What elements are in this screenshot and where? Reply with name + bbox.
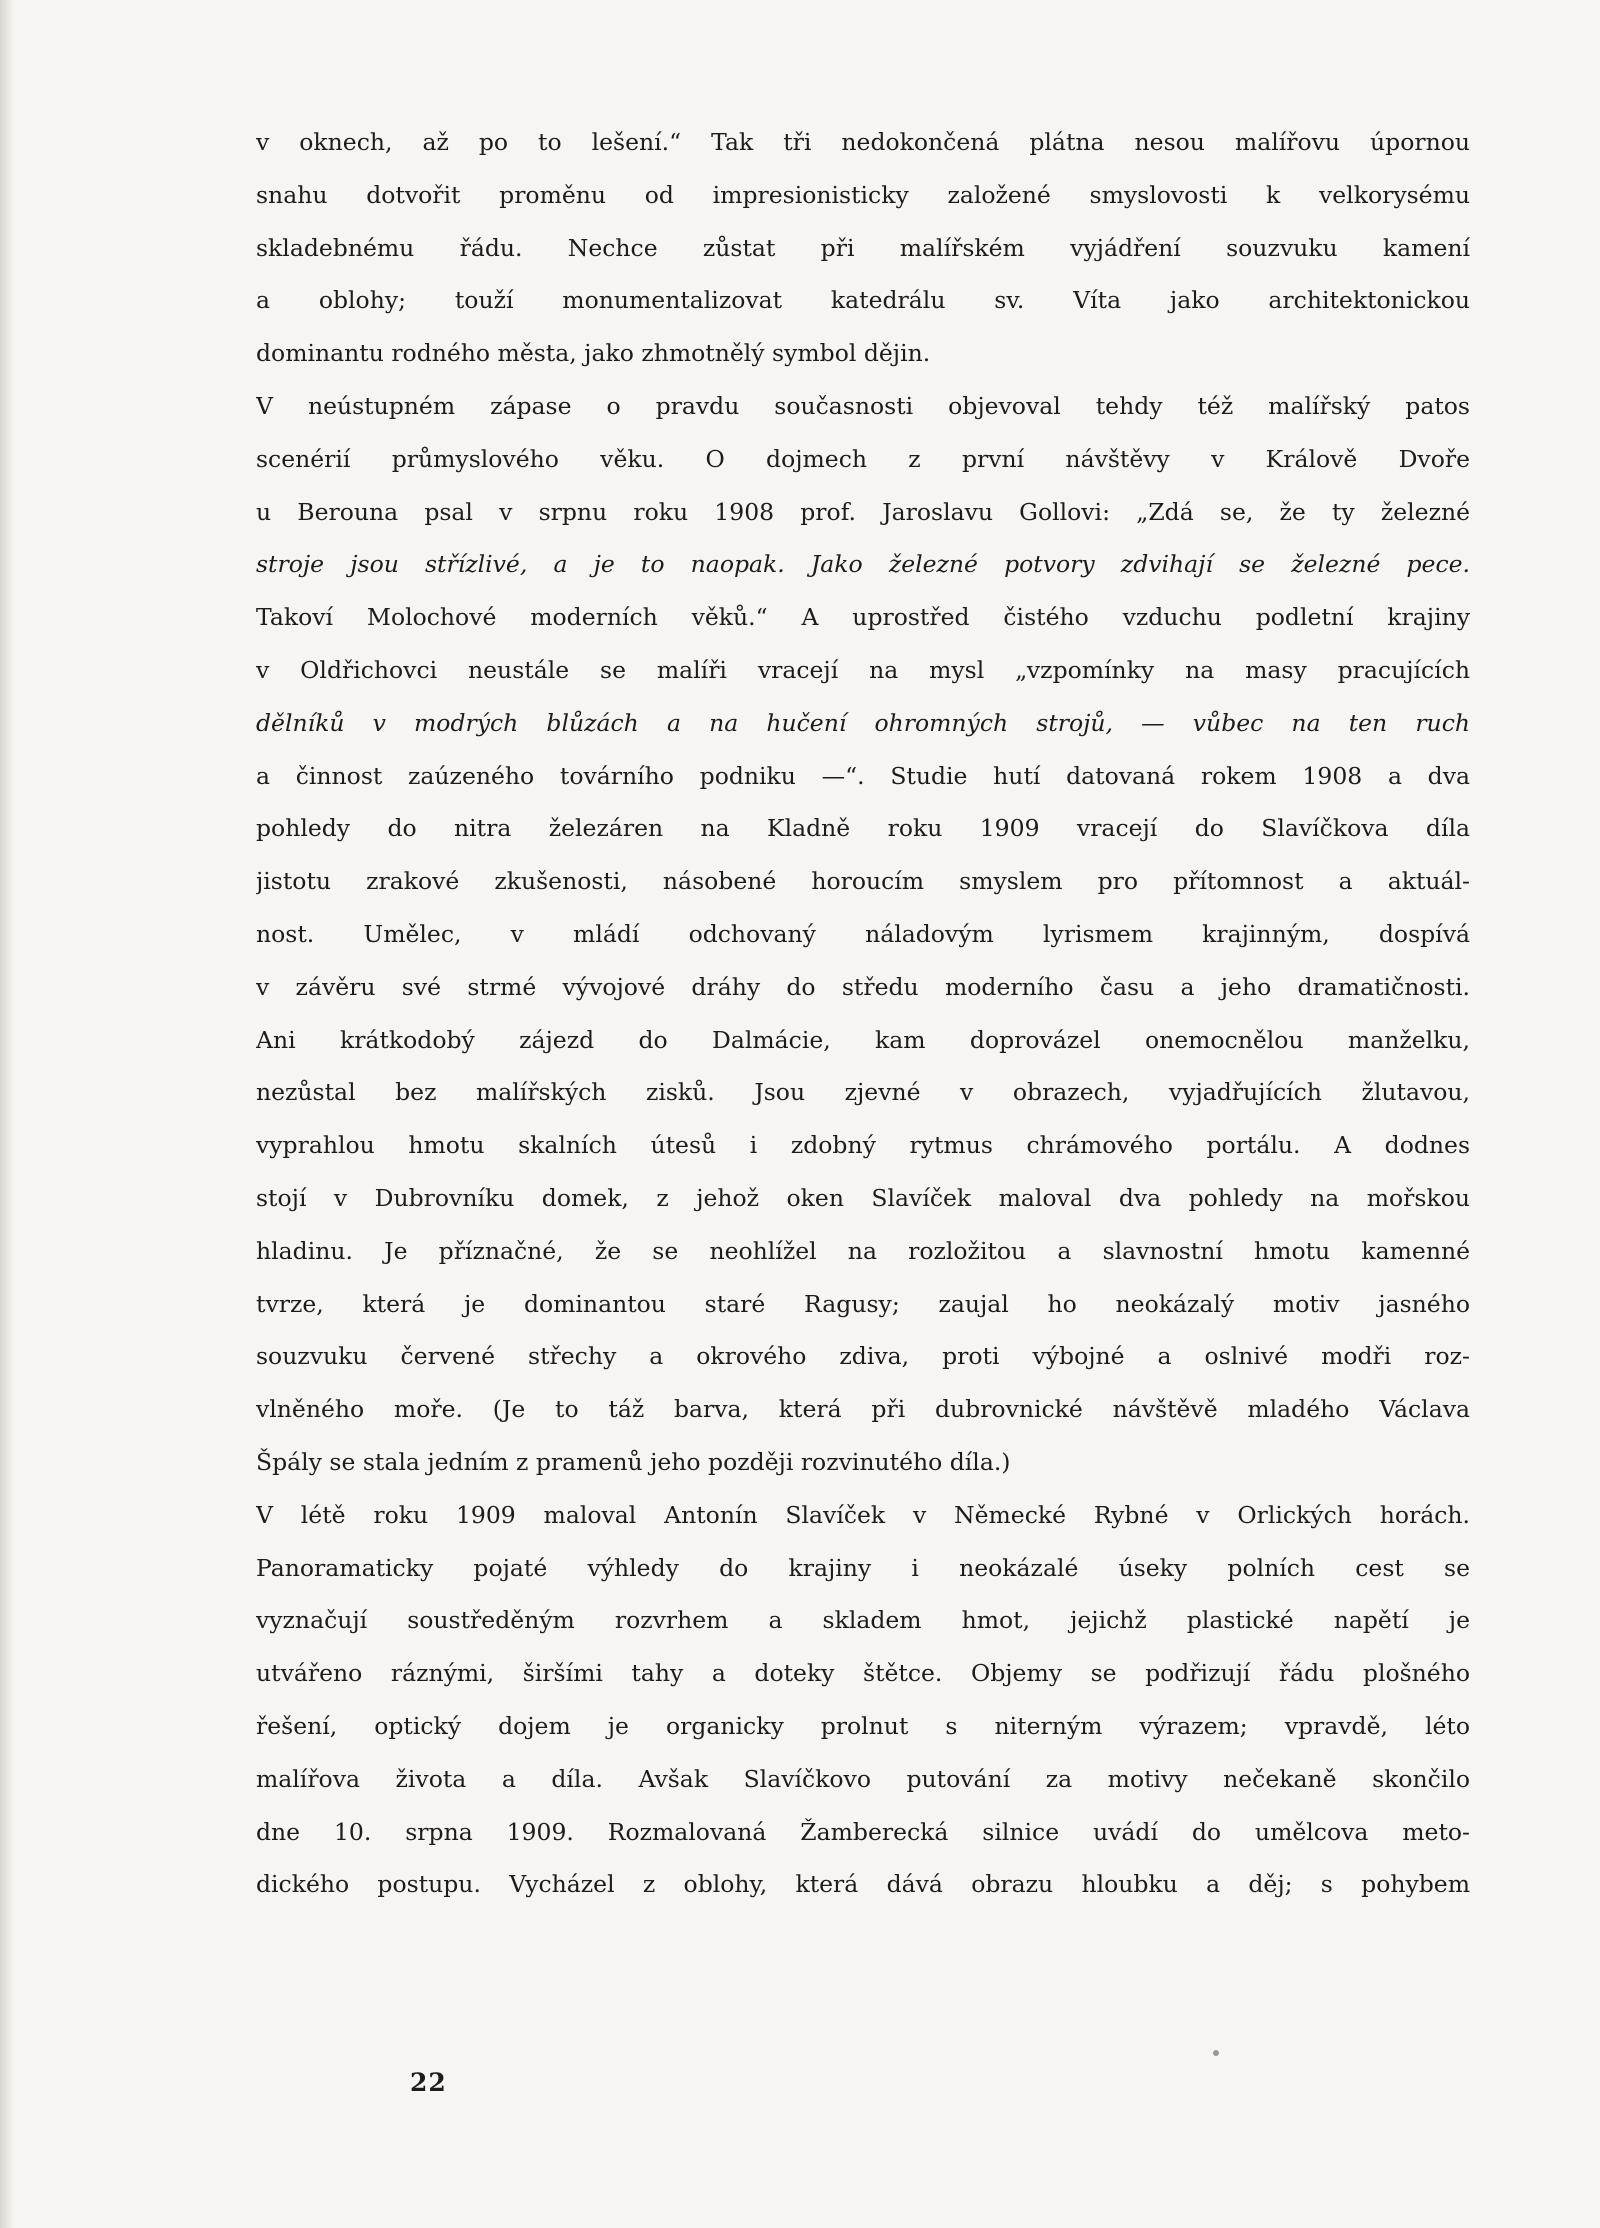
text-line: nezůstal bez malířských zisků. Jsou zjevné v obrazech, vyjadřujících žlutavou, bbox=[256, 1078, 1470, 1107]
text-line: u Berouna psal v srpnu roku 1908 prof. Jaroslavu Gollovi: „Zdá se, že ty železné bbox=[256, 497, 1470, 526]
text-line: pohledy do nitra železáren na Kladně roku 1909 vracejí do Slavíčkova díla bbox=[256, 814, 1470, 843]
text-line: dne 10. srpna 1909. Rozmalovaná Žamberecká silnice uvádí do umělcova meto- bbox=[256, 1817, 1470, 1846]
text-line: nost. Umělec, v mládí odchovaný náladovým lyrismem krajinným, dospívá bbox=[256, 919, 1470, 948]
text-line: souzvuku červené střechy a okrového zdiva, proti výbojné a oslnivé modři roz- bbox=[256, 1342, 1470, 1371]
text-line: v Oldřichovci neustále se malíři vracejí na mysl „vzpomínky na masy pracujících bbox=[256, 655, 1470, 684]
text-line: malířova života a díla. Avšak Slavíčkovo putování za motivy nečekaně skončilo bbox=[256, 1764, 1470, 1793]
text-line: Panoramaticky pojaté výhledy do krajiny i neokázalé úseky polních cest se bbox=[256, 1553, 1470, 1582]
text-line: a oblohy; touží monumentalizovat katedrálu sv. Víta jako architektonickou bbox=[256, 286, 1470, 315]
text-line: a činnost zaúzeného továrního podniku —“. Studie hutí datovaná rokem 1908 a dva bbox=[256, 761, 1470, 790]
text-line: utvářeno ráznými, širšími tahy a doteky štětce. Objemy se podřizují řádu plošného bbox=[256, 1659, 1470, 1688]
text-line: snahu dotvořit proměnu od impresionisticky založené smyslovosti k velkorysému bbox=[256, 180, 1470, 209]
text-line: scenérií průmyslového věku. O dojmech z první návštěvy v Králově Dvoře bbox=[256, 444, 1470, 473]
text-line: hladinu. Je příznačné, že se neohlížel na rozložitou a slavnostní hmotu kamenné bbox=[256, 1236, 1470, 1265]
text-line: vyprahlou hmotu skalních útesů i zdobný rytmus chrámového portálu. A dodnes bbox=[256, 1131, 1470, 1160]
text-line: dominantu rodného města, jako zhmotnělý symbol dějin. bbox=[256, 339, 931, 368]
text-line: V létě roku 1909 maloval Antonín Slavíček v Německé Rybné v Orlických horách. bbox=[256, 1500, 1470, 1529]
page-number: 22 bbox=[410, 2068, 447, 2097]
text-line: dického postupu. Vycházel z oblohy, která dává obrazu hloubku a děj; s pohybem bbox=[256, 1870, 1470, 1899]
text-line-italic: dělníků v modrých blůzách a na hučení ohromných strojů, — vůbec na ten ruch bbox=[256, 708, 1470, 737]
text-line: řešení, optický dojem je organicky prolnut s niterným výrazem; vpravdě, léto bbox=[256, 1711, 1470, 1740]
body-text bbox=[256, 116, 1470, 1911]
text-line: jistotu zrakové zkušenosti, násobené horoucím smyslem pro přítomnost a aktuál- bbox=[256, 867, 1470, 896]
text-line: vyznačují soustředěným rozvrhem a skladem hmot, jejichž plastické napětí je bbox=[256, 1606, 1470, 1635]
text-line: stojí v Dubrovníku domek, z jehož oken Slavíček maloval dva pohledy na mořskou bbox=[256, 1183, 1470, 1212]
text-line: Ani krátkodobý zájezd do Dalmácie, kam doprovázel onemocnělou manželku, bbox=[256, 1025, 1470, 1054]
stray-dot bbox=[1213, 2050, 1219, 2056]
text-line: vlněného moře. (Je to táž barva, která při dubrovnické návštěvě mladého Václava bbox=[256, 1395, 1470, 1424]
text-line: Špály se stala jedním z pramenů jeho později rozvinutého díla.) bbox=[256, 1447, 1011, 1476]
text-line: V neústupném zápase o pravdu současnosti objevoval tehdy též malířský patos bbox=[256, 391, 1470, 420]
text-line-italic: stroje jsou střízlivé, a je to naopak. Jako železné potvory zdvihají se železné pece. bbox=[256, 550, 1470, 579]
text-line: skladebnému řádu. Nechce zůstat při malířském vyjádření souzvuku kamení bbox=[256, 233, 1470, 262]
page-edge bbox=[0, 0, 14, 2228]
text-line: tvrze, která je dominantou staré Ragusy; zaujal ho neokázalý motiv jasného bbox=[256, 1289, 1470, 1318]
text-line: v oknech, až po to lešení.“ Tak tři nedokončená plátna nesou malířovu úpornou bbox=[256, 128, 1470, 156]
text-line: Takoví Molochové moderních věků.“ A uprostřed čistého vzduchu podletní krajiny bbox=[256, 603, 1470, 632]
text-line: v závěru své strmé vývojové dráhy do středu moderního času a jeho dramatičnosti. bbox=[256, 972, 1470, 1001]
